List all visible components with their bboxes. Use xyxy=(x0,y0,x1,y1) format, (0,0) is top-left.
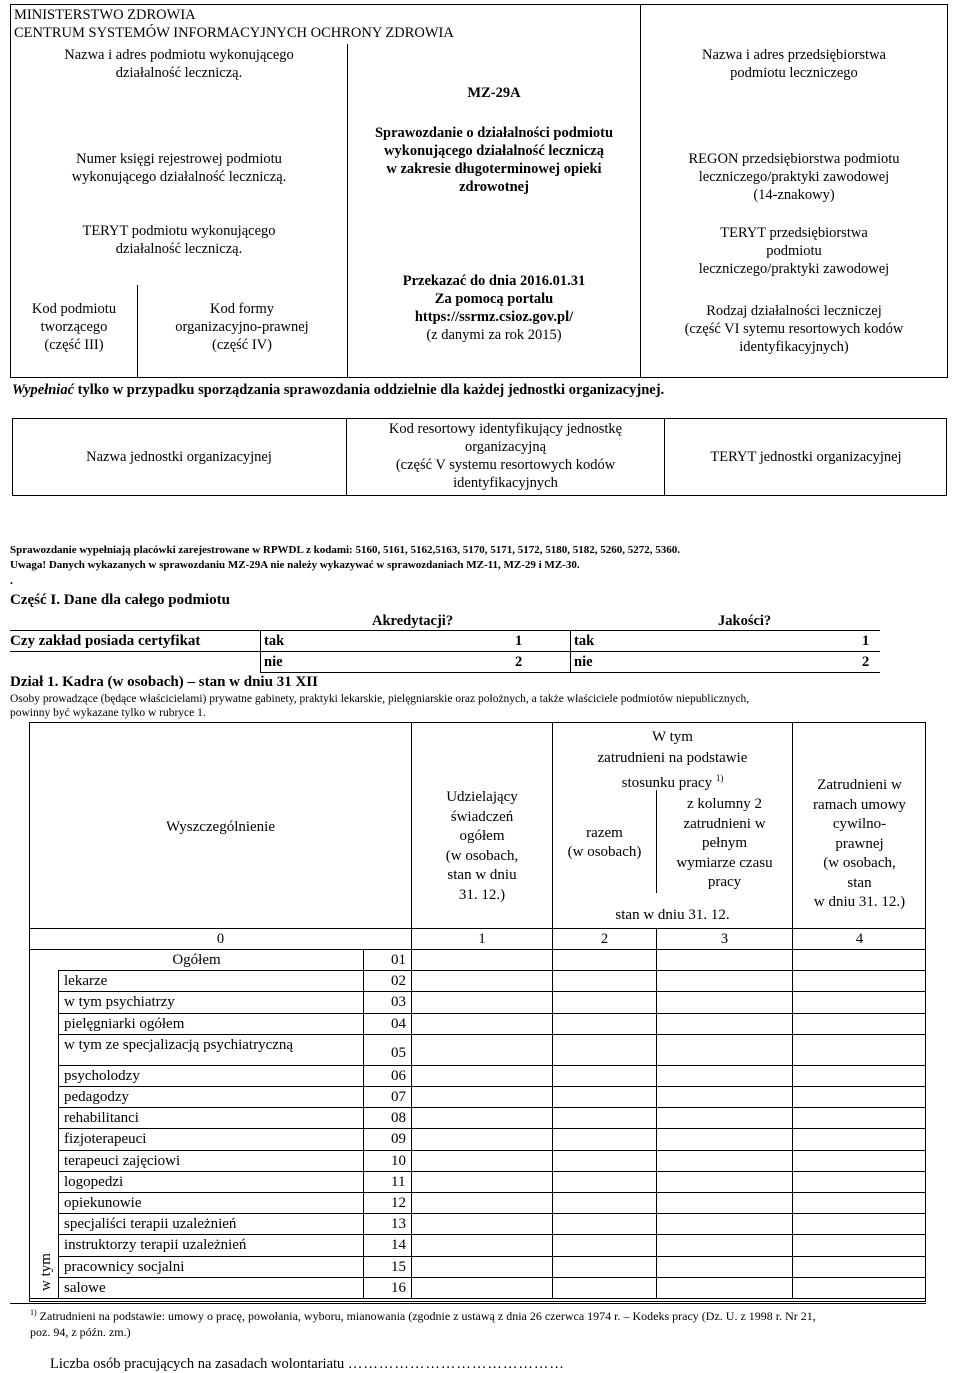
accreditation-yes: tak xyxy=(264,633,285,649)
code-column-line xyxy=(363,949,364,1298)
entity-name-label: Nazwa i adres podmiotu wykonującego działalność leczniczą. xyxy=(64,47,294,81)
col-civil-header: Zatrudnieni w ramach umowy cywilno- prawnej (w osobach, stan w dniu 31. 12.) xyxy=(813,777,906,910)
row-label: pedagodzy xyxy=(64,1089,129,1105)
row-label: fizjoterapeuci xyxy=(64,1131,147,1148)
row-separator xyxy=(58,1065,926,1066)
row-code: 14 xyxy=(391,1237,406,1254)
deadline-info: Przekazać do dnia 2016.01.31 Za pomocą portalu https://ssrmz.csioz.gov.pl/ (z danymi za rok 2015) xyxy=(402,273,586,343)
row-label: Ogółem xyxy=(172,952,221,968)
row-label: psycholodzy xyxy=(64,1067,140,1084)
row-code: 01 xyxy=(391,952,406,968)
employed-header: zatrudnieni na podstawie stosunku pracy $^{1)}$ xyxy=(597,750,748,791)
report-title: Sprawozdanie o działalności podmiotu wykonującego działalność leczniczą w zakresie długoterminowej opieki zdrowotnej xyxy=(374,125,614,195)
number-row-line xyxy=(656,928,657,949)
row-label: rehabilitanci xyxy=(64,1110,139,1127)
row-label: w tym psychiatrzy xyxy=(64,994,175,1011)
col-number-3: 3 xyxy=(720,931,729,947)
row-code: 13 xyxy=(391,1216,406,1233)
row-separator xyxy=(58,1256,926,1257)
row-label: pielęgniarki ogółem xyxy=(64,1015,185,1032)
teryt-entity-label: TERYT podmiotu wykonującego działalność leczniczą. xyxy=(82,223,276,257)
warning-note: Uwaga! Danych wykazanych w sprawozdaniu MZ-29A nie należy wykazywać w sprawozdaniach MZ-11, MZ-29 i MZ-30. xyxy=(10,559,580,571)
accreditation-label: Akredytacji? xyxy=(372,613,454,629)
activity-type-label: Rodzaj działalności leczniczej (część VI sytemu resortowych kodów identyfikacyjnych) xyxy=(684,303,904,355)
dot-note: . xyxy=(10,573,13,587)
quality-yes-code: 1 xyxy=(862,633,870,649)
col-razem-header: razem (w osobach) xyxy=(567,825,642,860)
legal-form-label: Kod formy organizacyjno-prawnej (część IV) xyxy=(175,301,309,353)
ministry-name: MINISTERSTWO ZDROWIA xyxy=(14,7,196,23)
data-column-line xyxy=(792,949,793,1298)
row-separator xyxy=(58,991,926,992)
row-code: 03 xyxy=(391,994,406,1011)
row-separator xyxy=(58,1013,926,1014)
number-row-line xyxy=(552,928,553,949)
col-number-2: 2 xyxy=(600,931,609,947)
row-separator xyxy=(58,1192,926,1193)
quality-yes: tak xyxy=(574,633,595,649)
row-label: terapeuci zajęciowi xyxy=(64,1152,181,1169)
unit-teryt-label: TERYT jednostki organizacyjnej xyxy=(710,449,902,465)
certificate-question: Czy zakład posiada certyfikat xyxy=(10,633,201,649)
row-separator xyxy=(58,1213,926,1214)
row-label: w tym ze specjalizacją psychiatryczną xyxy=(64,1036,294,1053)
volunteers-line: Liczba osób pracujących na zasadach wolontariatu …………………………………… xyxy=(50,1356,565,1372)
row-code: 06 xyxy=(391,1067,406,1084)
row-label: opiekunowie xyxy=(64,1195,142,1211)
row-separator xyxy=(58,1171,926,1172)
row-code: 09 xyxy=(391,1131,406,1148)
row-code: 08 xyxy=(391,1110,406,1127)
row-code: 12 xyxy=(391,1195,406,1211)
unit-code-label: Kod resortowy identyfikujący jednostkę organizacyjną (część V systemu resortowych kodów identyfikacyjnych xyxy=(388,421,623,491)
w-tym-header: W tym xyxy=(652,729,693,745)
enterprise-name-label: Nazwa i adres przedsiębiorstwa podmiotu leczniczego xyxy=(702,47,886,81)
quality-no-code: 2 xyxy=(862,654,870,670)
row-code: 04 xyxy=(391,1015,406,1032)
row-code: 16 xyxy=(391,1279,406,1296)
accreditation-no-code: 2 xyxy=(515,654,523,670)
registry-label: Numer księgi rejestrowej podmiotu wykonującego działalność leczniczą. xyxy=(71,151,287,185)
col-spec-header: Wyszczególnienie xyxy=(165,819,276,835)
side-label-w-tym: w tym xyxy=(38,1253,54,1291)
number-row-line xyxy=(411,928,412,949)
row-separator xyxy=(58,1277,926,1278)
row-separator xyxy=(58,1034,926,1035)
row-separator xyxy=(58,970,926,971)
col-number-4: 4 xyxy=(855,931,864,947)
row-label: instruktorzy terapii uzależnień xyxy=(64,1237,247,1254)
col-number-0: 0 xyxy=(216,931,225,947)
teryt-enterprise-label: TERYT przedsiębiorstwa podmiotu leczniczego/praktyki zawodowej xyxy=(698,225,890,277)
row-separator xyxy=(58,1150,926,1151)
form-code: MZ-29A xyxy=(467,85,521,101)
regon-label: REGON przedsiębiorstwa podmiotu leczniczego/praktyki zawodowej (14-znakowy) xyxy=(688,151,900,203)
row-label: salowe xyxy=(64,1279,106,1296)
row-separator xyxy=(58,1086,926,1087)
number-row-line xyxy=(792,928,793,949)
side-column-line xyxy=(58,970,59,1298)
data-column-line xyxy=(656,949,657,1298)
accreditation-yes-code: 1 xyxy=(515,633,523,649)
row-separator xyxy=(58,1128,926,1129)
row-separator xyxy=(58,1107,926,1108)
footnote: $^{1)}$ Zatrudnieni na podstawie: umowy o pracę, powołania, wyboru, mianowania (zgodnie z ustawą z dnia 26 czerwca 1974 r. – Kodeks pracy (Dz. U. z 1998 r. Nr 21, poz. 94, z późn. zm.) xyxy=(30,1308,816,1339)
col-fulltime-header: z kolumny 2 zatrudnieni w pełnym wymiarze czasu pracy xyxy=(676,796,773,890)
section1-note: Osoby prowadzące (będące właścicielami) prywatne gabinety, praktyki lekarskie, pielęgniarskie oraz położnych, a także właściciele podmiotów niepublicznych, powinny być wykazane tylko w rubryce 1. xyxy=(10,693,750,719)
state-date-header: stan w dniu 31. 12. xyxy=(615,907,730,923)
unit-name-label: Nazwa jednostki organizacyjnej xyxy=(86,449,272,465)
row-label: pracownicy socjalni xyxy=(64,1258,185,1275)
row-label: logopedzi xyxy=(64,1173,124,1190)
data-column-line xyxy=(552,949,553,1298)
row-code: 02 xyxy=(391,973,406,990)
quality-label: Jakości? xyxy=(718,613,772,629)
quality-no: nie xyxy=(574,654,593,670)
accreditation-no: nie xyxy=(264,654,283,670)
row-code: 05 xyxy=(391,1044,406,1061)
col-total-header: Udzielający świadczeń ogółem (w osobach, stan w dniu 31. 12.) xyxy=(445,789,519,903)
row-code: 15 xyxy=(391,1258,406,1275)
row-code: 11 xyxy=(391,1173,406,1190)
row-separator xyxy=(29,1298,926,1299)
center-name: CENTRUM SYSTEMÓW INFORMACYJNYCH OCHRONY ZDROWIA xyxy=(14,25,454,41)
col-number-1: 1 xyxy=(478,931,486,947)
data-column-line xyxy=(411,949,412,1298)
row-code: 07 xyxy=(391,1089,406,1105)
section1-title: Dział 1. Kadra (w osobach) – stan w dniu 31 XII xyxy=(10,674,318,690)
unit-instruction: Wypełniać tylko w przypadku sporządzania sprawozdania oddzielnie dla każdej jednostki organizacyjnej. xyxy=(12,382,665,398)
row-separator xyxy=(58,1234,926,1235)
row-label: specjaliści terapii uzależnień xyxy=(64,1216,237,1233)
filled-by-note: Sprawozdanie wypełniają placówki zarejestrowane w RPWDL z kodami: 5160, 5161, 5162,5163, 5170, 5171, 5172, 5180, 5182, 5260, 5272, 5360. xyxy=(10,544,680,556)
row-code: 10 xyxy=(391,1152,406,1169)
row-label: lekarze xyxy=(64,973,108,990)
founder-code-label: Kod podmiotu tworzącego (część III) xyxy=(31,301,117,353)
part1-title: Część I. Dane dla całego podmiotu xyxy=(10,592,230,608)
